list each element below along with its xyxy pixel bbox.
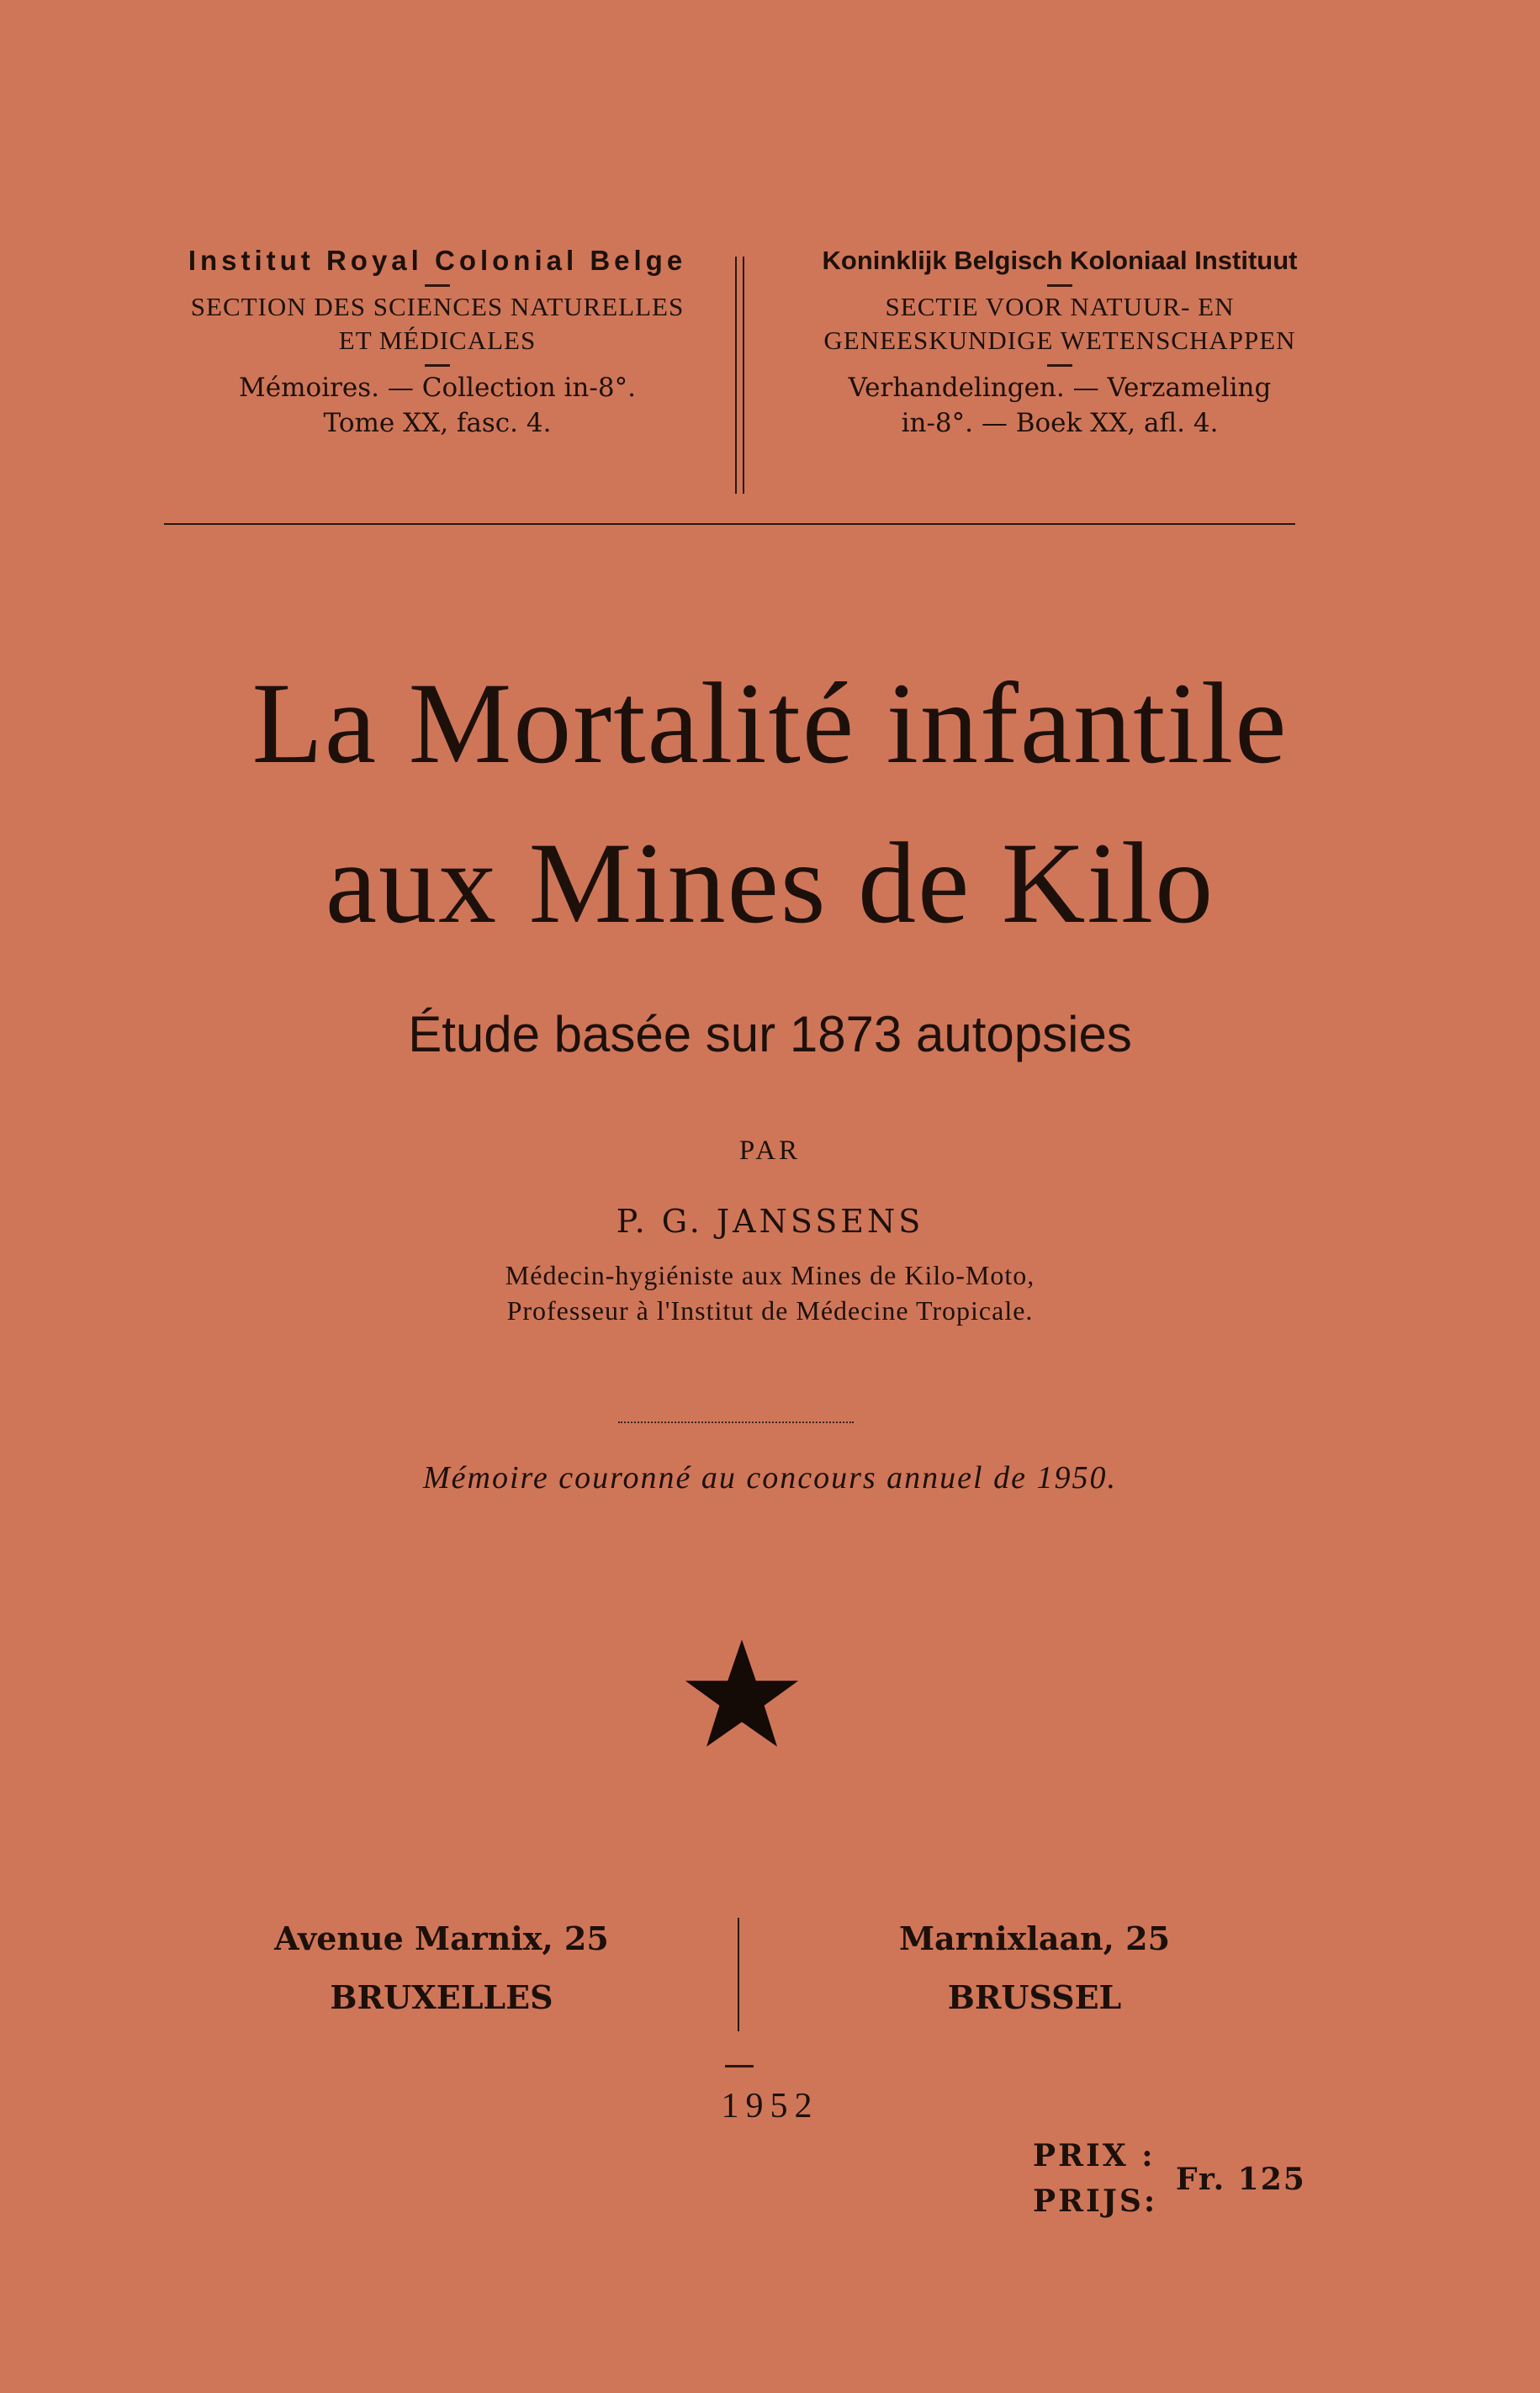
- header-dash: [1047, 364, 1072, 367]
- by-line: PAR: [738, 1136, 802, 1166]
- city-fr: BRUXELLES: [330, 1978, 553, 2016]
- footer-divider: [738, 1918, 739, 2031]
- price-labels: [1033, 2133, 1157, 2224]
- section-line-2-fr: ET MÉDICALES: [338, 326, 537, 355]
- affiliation-line-1: Médecin-hygiéniste aux Mines de Kilo-Moto,: [505, 1260, 1035, 1290]
- header-right: [749, 244, 1371, 441]
- series-line-2-fr: Tome XX, fasc. 4.: [323, 408, 552, 438]
- street-nl: Marnixlaan, 25: [898, 1919, 1171, 1957]
- section-line-2-nl: GENEESKUNDIGE WETENSCHAPPEN: [823, 326, 1296, 355]
- header-divider: [735, 257, 744, 494]
- award-note: Mémoire couronné au concours annuel de 1950.: [423, 1460, 1117, 1496]
- price-label-nl: PRIJS:: [1033, 2184, 1158, 2219]
- footer-dash: [725, 2065, 754, 2067]
- section-line-1-nl: SECTIE VOOR NATUUR- EN: [885, 292, 1235, 321]
- header-rule: [164, 523, 1295, 525]
- author-name: P. G. JANSSENS: [616, 1203, 924, 1240]
- title-line-1: La Mortalité infantile: [251, 659, 1289, 787]
- city-nl: BRUSSEL: [947, 1978, 1122, 2016]
- header-left: [143, 244, 732, 441]
- institute-name-fr: Institut Royal Colonial Belge: [188, 245, 687, 276]
- series-line-1-nl: Verhandelingen. — Verzameling: [848, 373, 1272, 403]
- header-dash: [1047, 284, 1072, 287]
- star-icon: [683, 1636, 801, 1754]
- price-label-fr: PRIX :: [1033, 2138, 1156, 2173]
- price-value: Fr. 125: [1176, 2162, 1306, 2197]
- header-dash: [425, 284, 450, 287]
- subtitle: Étude basée sur 1873 autopsies: [408, 1006, 1132, 1062]
- affiliation-line-2: Professeur à l'Institut de Médecine Tropicale.: [506, 1295, 1034, 1326]
- publication-year: 1952: [721, 2087, 819, 2126]
- header-dash: [425, 364, 450, 367]
- section-line-1-fr: SECTION DES SCIENCES NATURELLES: [190, 292, 685, 321]
- institute-name-nl: Koninklijk Belgisch Koloniaal Instituut: [822, 246, 1298, 275]
- street-fr: Avenue Marnix, 25: [274, 1919, 609, 1957]
- dotted-separator: [618, 1422, 854, 1425]
- title-line-2: aux Mines de Kilo: [325, 818, 1215, 947]
- series-line-1-fr: Mémoires. — Collection in-8°.: [239, 373, 636, 403]
- address-nl: [849, 1909, 1220, 2027]
- series-line-2-nl: in-8°. — Boek XX, afl. 4.: [901, 408, 1219, 438]
- address-fr: [235, 1909, 648, 2027]
